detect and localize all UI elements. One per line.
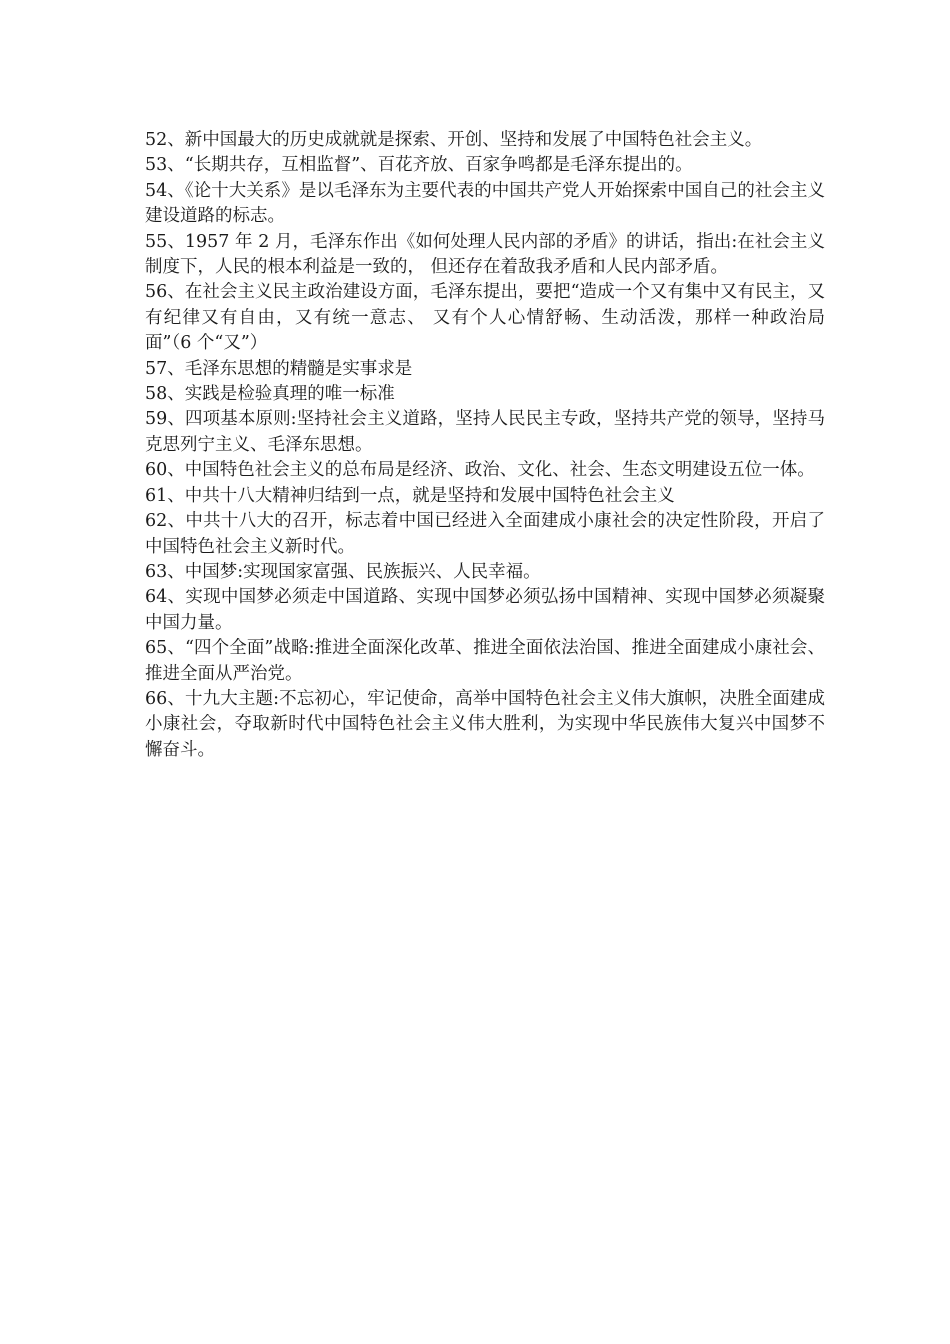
list-item-65: 65、“四个全面”战略:推进全面深化改革、推进全面依法治国、推进全面建成小康社会、推进全面从严治党。	[145, 638, 825, 684]
list-item-63: 63、中国梦:实现国家富强、民族振兴、人民幸福。	[145, 561, 541, 582]
list-item-64: 64、实现中国梦必须走中国道路、实现中国梦必须弘扬中国精神、实现中国梦必须凝聚中国力量。	[145, 587, 825, 633]
list-item-53: 53、“长期共存，互相监督”、百花齐放、百家争鸣都是毛泽东提出的。	[145, 155, 693, 176]
list-item-62: 62、中共十八大的召开，标志着中国已经进入全面建成小康社会的决定性阶段，开启了中国特色社会主义新时代。	[145, 511, 825, 557]
list-item-55: 55、1957 年 2 月，毛泽东作出《如何处理人民内部的矛盾》的讲话，指出:在社会主义制度下，人民的根本利益是一致的， 但还存在着敌我矛盾和人民内部矛盾。	[145, 231, 825, 278]
list-item-58: 58、实践是检验真理的唯一标准	[145, 384, 395, 405]
list-item-57: 57、毛泽东思想的精髓是实事求是	[145, 358, 413, 379]
list-item-60: 60、中国特色社会主义的总布局是经济、政治、文化、社会、生态文明建设五位一体。	[145, 460, 815, 481]
document-body	[145, 128, 825, 763]
list-item-52: 52、新中国最大的历史成就就是探索、开创、坚持和发展了中国特色社会主义。	[145, 130, 763, 150]
list-item-56: 56、在社会主义民主政治建设方面，毛泽东提出，要把“造成一个又有集中又有民主，又有纪律又有自由，又有统一意志、 又有个人心情舒畅、生动活泼，那样一种政治局面”（6 个“又”）	[145, 282, 825, 354]
list-item-61: 61、中共十八大精神归结到一点，就是坚持和发展中国特色社会主义	[145, 485, 675, 506]
list-item-66: 66、十九大主题:不忘初心，牢记使命，高举中国特色社会主义伟大旗帜，决胜全面建成小康社会，夺取新时代中国特色社会主义伟大胜利，为实现中华民族伟大复兴中国梦不懈奋斗。	[145, 688, 825, 760]
list-item-54: 54、《论十大关系》是以毛泽东为主要代表的中国共产党人开始探索中国自己的社会主义建设道路的标志。	[145, 180, 825, 227]
list-item-59: 59、四项基本原则:坚持社会主义道路，坚持人民民主专政，坚持共产党的领导，坚持马克思列宁主义、毛泽东思想。	[145, 409, 825, 455]
